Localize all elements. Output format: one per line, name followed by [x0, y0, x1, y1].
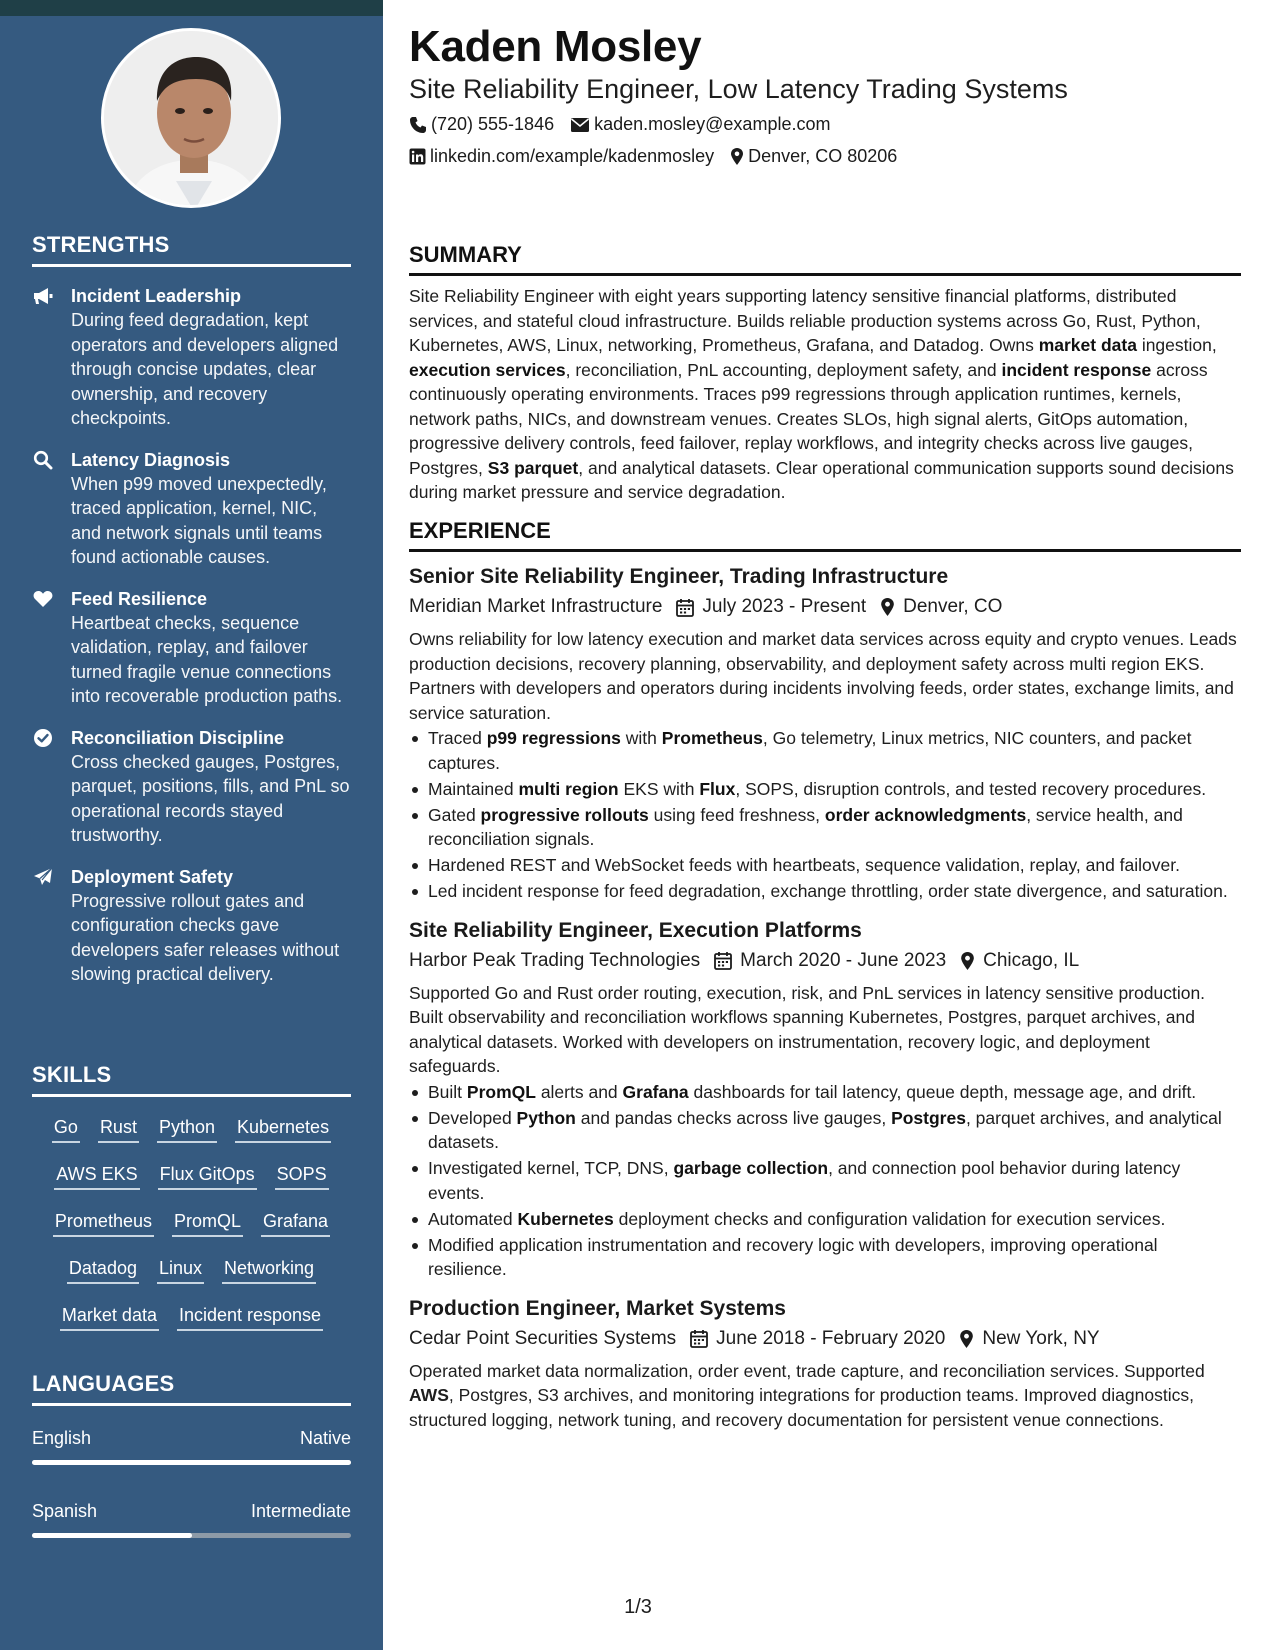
calendar-icon: [714, 951, 732, 970]
phone-icon: [409, 116, 427, 134]
job-location: [959, 1324, 1099, 1354]
sidebar: [0, 0, 383, 1650]
linkedin-text: linkedin.com/example/kadenmosley: [430, 146, 715, 166]
skill-tag: Grafana: [261, 1209, 330, 1237]
strength-title: Reconciliation Discipline: [71, 727, 285, 748]
experience-section: [409, 518, 1241, 1432]
language-proficiency-fill: [32, 1533, 192, 1538]
skill-tag: PromQL: [172, 1209, 243, 1237]
dates-text: July 2023 - Present: [702, 596, 867, 617]
job-bullets: [409, 726, 1241, 904]
job-entry: [409, 1294, 1241, 1433]
job-bullets: [409, 1080, 1241, 1282]
strength-item: [32, 865, 351, 987]
megaphone-icon: [32, 286, 54, 306]
job-title: Production Engineer, Market Systems: [409, 1296, 786, 1320]
job-dates: [676, 592, 866, 622]
strength-item: [32, 448, 351, 570]
contact-linkedin: [409, 146, 714, 167]
language-level: Intermediate: [250, 1501, 351, 1521]
job-dates: [690, 1324, 945, 1354]
job-location: [880, 592, 1002, 622]
job-description: Operated market data normalization, order event, trade capture, and reconciliation services. Supported AWS, Postgres, S3 archives, and monitoring integrations for production teams. Improved diagnostics, structured logging, network tuning, and recovery documentation for persistent venue connections.: [409, 1360, 1205, 1430]
experience-heading: EXPERIENCE: [409, 518, 1241, 552]
strength-item: [32, 284, 351, 431]
contact-location: [730, 146, 897, 167]
map-pin-icon: [880, 597, 895, 617]
contact-email: [570, 114, 830, 135]
skill-tag: Kubernetes: [235, 1115, 331, 1143]
skill-tag: Datadog: [67, 1256, 139, 1284]
skill-tag: Prometheus: [53, 1209, 154, 1237]
linkedin-icon: [409, 148, 426, 165]
strength-item: [32, 587, 351, 709]
skill-tag: Networking: [222, 1256, 316, 1284]
phone-text: (720) 555-1846: [431, 114, 555, 134]
job-company: [409, 946, 700, 976]
location-text: Chicago, IL: [983, 949, 1080, 971]
job-title: Site Reliability Engineer, Execution Platforms: [409, 918, 862, 942]
profile-photo: [101, 28, 281, 208]
skill-tag: Python: [157, 1115, 217, 1143]
strengths-heading: STRENGTHS: [32, 232, 351, 267]
envelope-icon: [570, 117, 590, 133]
language-proficiency-fill: [32, 1460, 351, 1465]
list-item: Built PromQL alerts and Grafana dashboards for tail latency, queue depth, message age, and drift.: [409, 1080, 1241, 1105]
strength-title: Incident Leadership: [71, 286, 242, 306]
language-name: English: [32, 1428, 92, 1448]
strength-text: Progressive rollout gates and configuration checks gave developers safer releases without slowing practical delivery.: [71, 890, 340, 984]
calendar-icon: [676, 598, 694, 617]
strength-text: Heartbeat checks, sequence validation, replay, and failover turned fragile venue connections into recoverable production paths.: [71, 612, 343, 706]
skill-tag: Linux: [157, 1256, 204, 1284]
company-name: Meridian Market Infrastructure: [409, 596, 663, 617]
candidate-title: Site Reliability Engineer, Low Latency Trading Systems: [409, 74, 1068, 104]
languages-heading: LANGUAGES: [32, 1371, 351, 1406]
company-name: Cedar Point Securities Systems: [409, 1327, 677, 1349]
job-dates: [714, 946, 946, 976]
job-meta: [409, 1324, 1241, 1354]
search-icon: [32, 450, 54, 470]
calendar-icon: [690, 1329, 708, 1348]
skill-tag: Flux GitOps: [158, 1162, 257, 1190]
job-entry: [409, 562, 1241, 904]
job-meta: [409, 592, 1241, 622]
list-item: Led incident response for feed degradation, exchange throttling, order state divergence, and saturation.: [409, 879, 1241, 904]
strengths-section: [32, 232, 351, 987]
skills-section: [32, 1062, 351, 1331]
language-proficiency-bar: [32, 1533, 351, 1538]
skill-tag: Market data: [60, 1303, 159, 1331]
skill-tag: SOPS: [275, 1162, 329, 1190]
location-text: Denver, CO 80206: [748, 146, 898, 166]
job-description: Supported Go and Rust order routing, execution, risk, and PnL services in latency sensitive production. Built observability and reconciliation workflows spanning Kubernetes, Postgres, parquet archives, and analytical datasets. Worked with developers on instrumentation, recovery logic, and deployment safeguards.: [409, 982, 1206, 1076]
check-circle-icon: [32, 728, 54, 748]
dates-text: March 2020 - June 2023: [740, 949, 947, 971]
summary-heading: SUMMARY: [409, 242, 1241, 276]
strength-title: Feed Resilience: [71, 588, 208, 609]
strength-text: When p99 moved unexpectedly, traced application, kernel, NIC, and network signals until teams found actionable causes.: [71, 473, 327, 567]
contact-row: [409, 114, 846, 135]
list-item: Modified application instrumentation and recovery logic with developers, improving operational resilience.: [409, 1233, 1241, 1282]
list-item: Maintained multi region EKS with Flux, SOPS, disruption controls, and tested recovery procedures.: [409, 777, 1241, 802]
dates-text: June 2018 - February 2020: [716, 1327, 946, 1349]
job-location: [960, 946, 1079, 976]
language-item: [32, 1426, 351, 1465]
list-item: Investigated kernel, TCP, DNS, garbage collection, and connection pool behavior during latency events.: [409, 1156, 1241, 1205]
strength-text: During feed degradation, kept operators and developers aligned through concise updates, clear ownership, and recovery checkpoints.: [71, 310, 339, 428]
list-item: Developed Python and pandas checks across live gauges, Postgres, parquet archives, and analytical datasets.: [409, 1106, 1241, 1155]
page-number: 1/3: [624, 1596, 652, 1618]
strength-text: Cross checked gauges, Postgres, parquet, positions, fills, and PnL so operational records stayed trustworthy.: [71, 751, 350, 845]
heart-icon: [32, 589, 54, 609]
language-level: Native: [299, 1428, 351, 1448]
map-pin-icon: [960, 951, 975, 971]
strength-item: [32, 726, 351, 848]
list-item: Automated Kubernetes deployment checks and configuration validation for execution services.: [409, 1207, 1241, 1232]
job-meta: [409, 946, 1241, 976]
list-item: Traced p99 regressions with Prometheus, Go telemetry, Linux metrics, NIC counters, and packet captures.: [409, 726, 1241, 775]
map-pin-icon: [730, 147, 744, 166]
strength-title: Deployment Safety: [71, 866, 234, 887]
job-title: Senior Site Reliability Engineer, Trading Infrastructure: [409, 565, 949, 588]
job-entry: [409, 916, 1241, 1282]
email-text: kaden.mosley@example.com: [594, 114, 831, 134]
job-company: [409, 1324, 676, 1354]
skills-heading: SKILLS: [32, 1062, 351, 1097]
candidate-name: Kaden Mosley: [409, 22, 702, 71]
skill-tag: Rust: [98, 1115, 139, 1143]
language-item: [32, 1499, 351, 1538]
job-company: [409, 592, 662, 622]
summary-section: [409, 242, 1241, 505]
language-name: Spanish: [32, 1501, 98, 1521]
location-text: New York, NY: [982, 1327, 1100, 1349]
list-item: Hardened REST and WebSocket feeds with heartbeats, sequence validation, replay, and failover.: [409, 853, 1241, 878]
list-item: Gated progressive rollouts using feed freshness, order acknowledgments, service health, and reconciliation signals.: [409, 803, 1241, 852]
skills-list: [32, 1097, 351, 1331]
map-pin-icon: [959, 1329, 974, 1349]
contact-phone: [409, 114, 554, 135]
summary-text: Site Reliability Engineer with eight years supporting latency sensitive financial platforms, distributed services, and stateful cloud infrastructure. Builds reliable production systems across Go, Rust, Python, Kubernetes, AWS, Linux, networking, Prometheus, Grafana, and Datadog. Owns market data ingestion, execution services, reconciliation, PnL accounting, deployment safety, and incident response across continuously operating environments. Traces p99 regressions through application runtimes, kernels, network paths, NICs, and downstream venues. Creates SLOs, high signal alerts, GitOps automation, progressive delivery controls, feed failover, replay workflows, and integrity checks across live gauges, Postgres, S3 parquet, and analytical datasets. Clear operational communication supports sound decisions during market pressure and service degradation.: [409, 286, 1234, 502]
job-description: Owns reliability for low latency execution and market data services across equity and crypto venues. Leads production decisions, recovery planning, observability, and deployment safety across multi region EKS. Partners with developers and operators during incidents involving feeds, order states, exchange limits, and service saturation.: [409, 629, 1237, 723]
skill-tag: AWS EKS: [54, 1162, 139, 1190]
language-proficiency-bar: [32, 1460, 351, 1465]
skill-tag: Go: [52, 1115, 80, 1143]
skill-tag: Incident response: [177, 1303, 323, 1331]
languages-section: [32, 1371, 351, 1538]
paper-plane-icon: [32, 867, 54, 887]
company-name: Harbor Peak Trading Technologies: [409, 949, 701, 971]
sidebar-top-band: [0, 0, 383, 16]
strength-title: Latency Diagnosis: [71, 449, 231, 470]
location-text: Denver, CO: [903, 596, 1003, 617]
contact-row: [409, 146, 913, 167]
